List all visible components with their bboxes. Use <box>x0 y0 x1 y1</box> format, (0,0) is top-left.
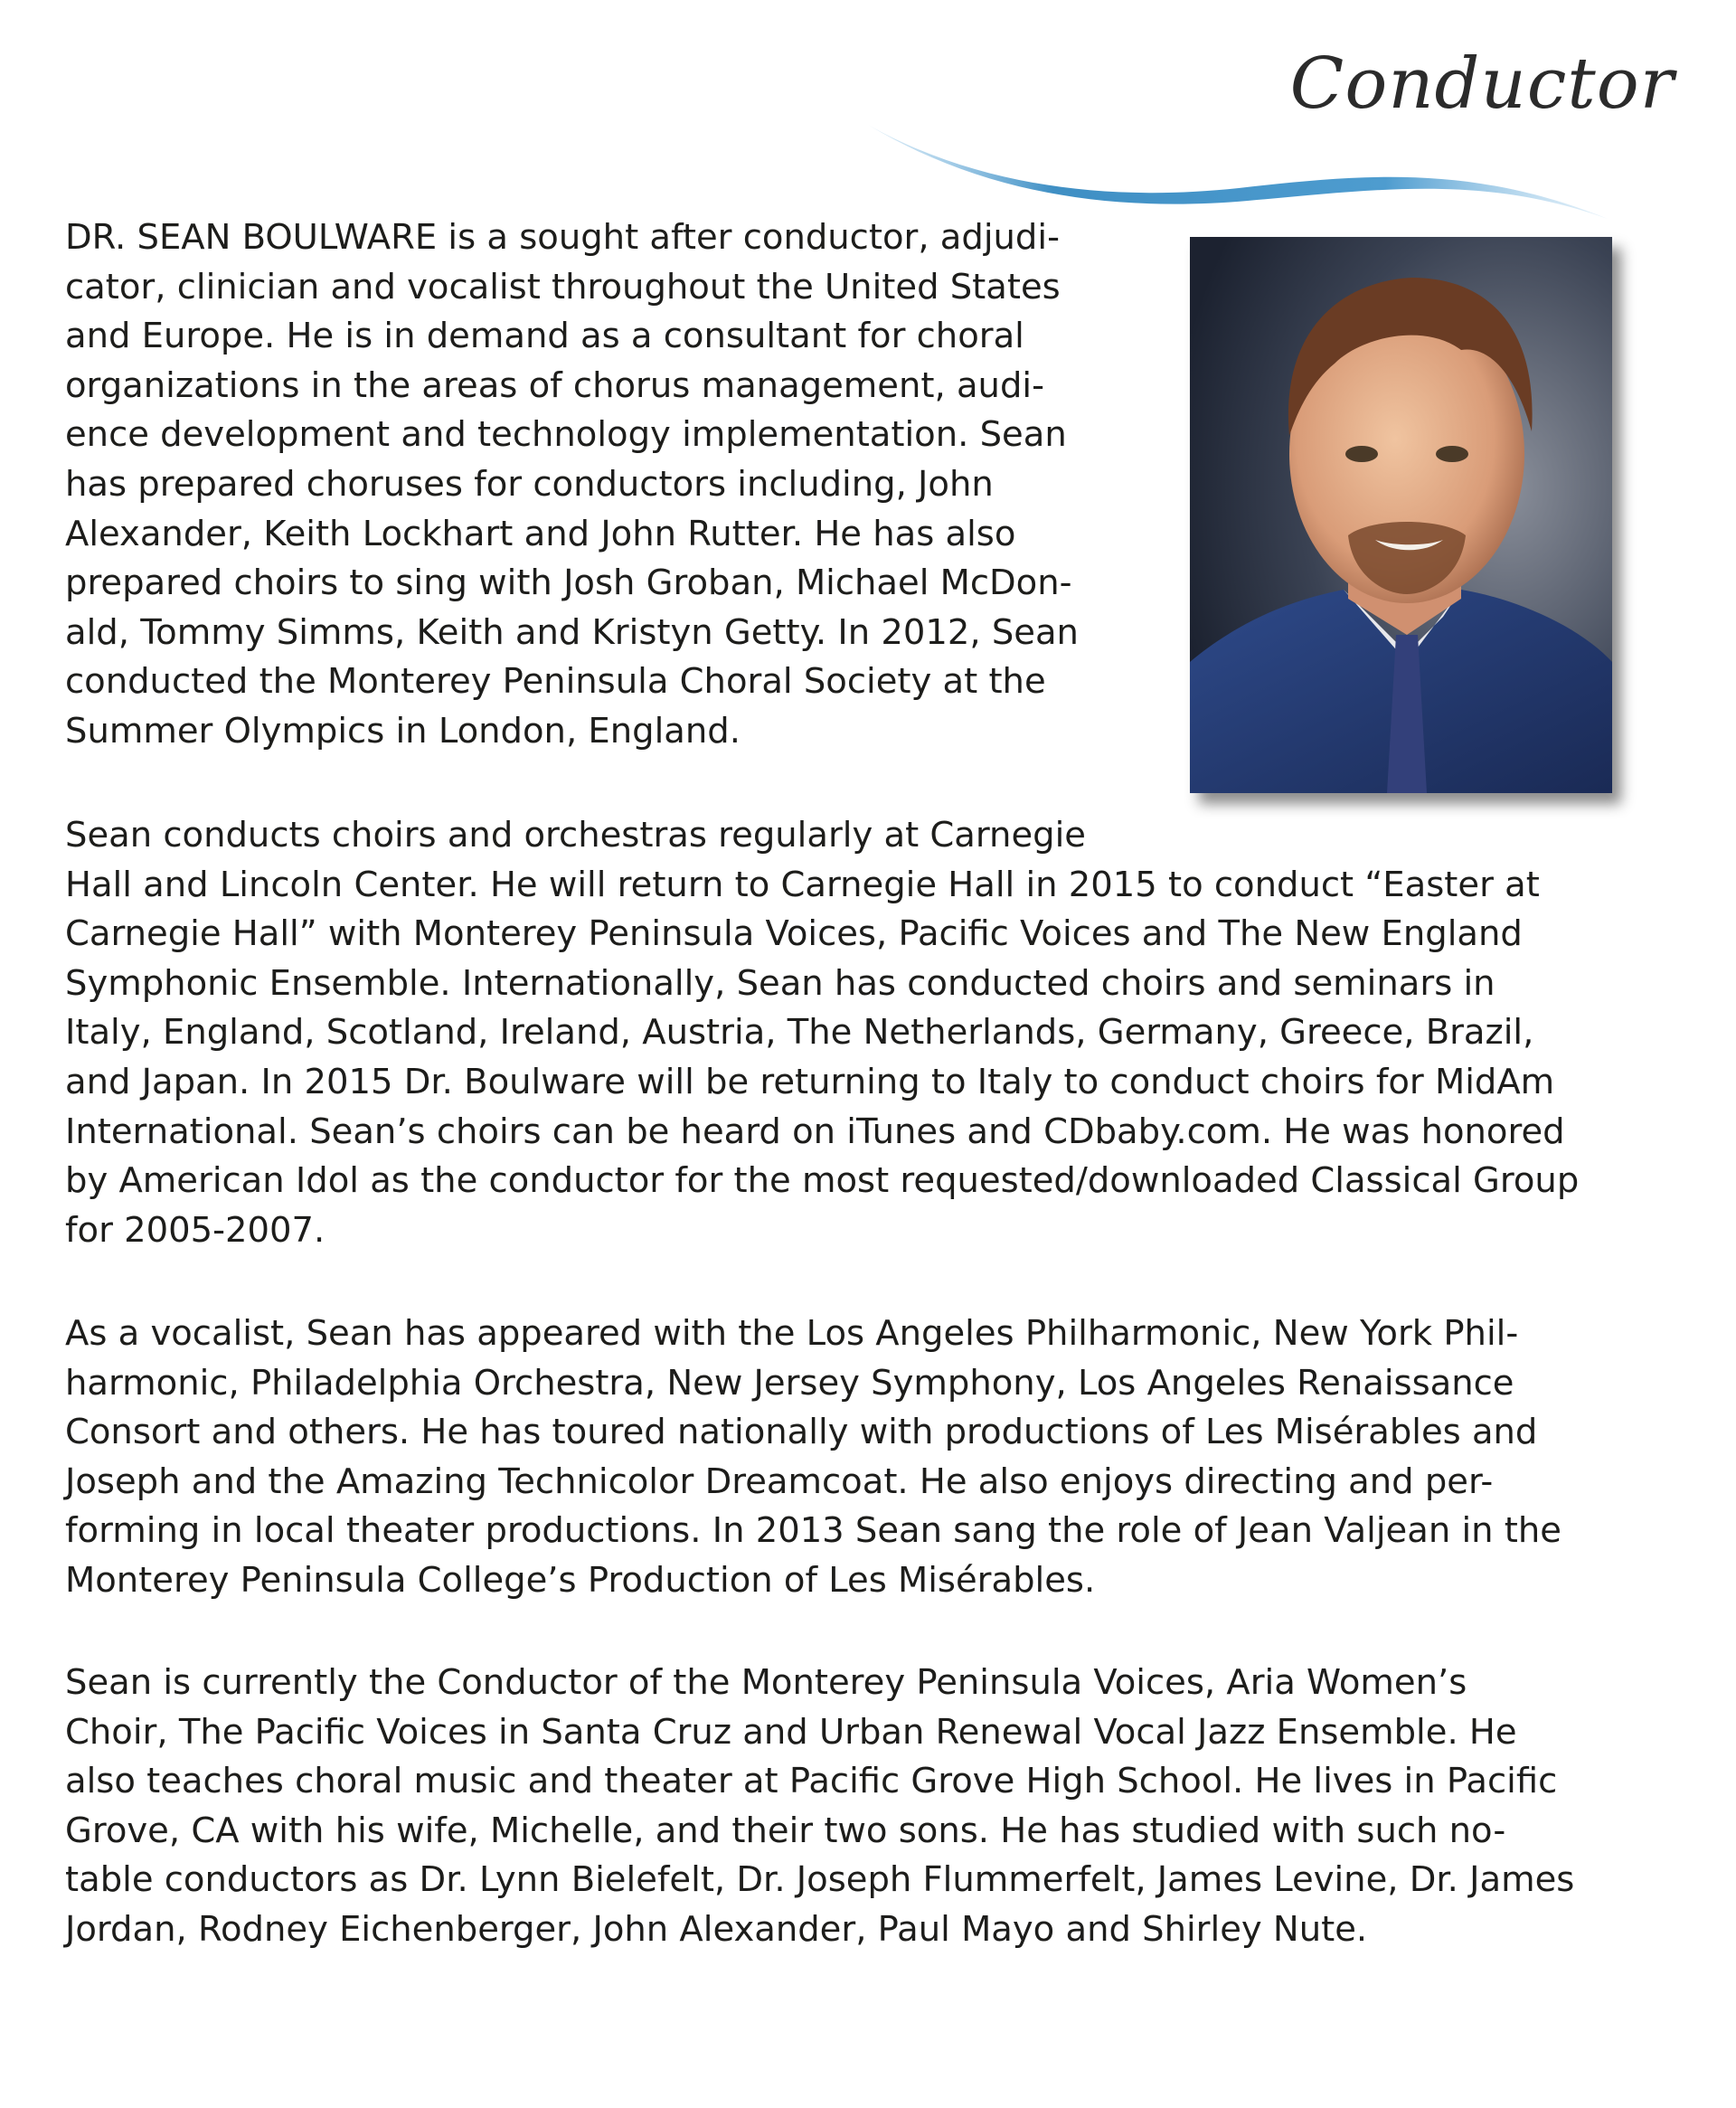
text-line: Choir, The Pacific Voices in Santa Cruz and Urban Renewal Vocal Jazz Ensemble. He <box>65 1711 1517 1753</box>
text-line: prepared choirs to sing with Josh Groban, Michael McDon- <box>65 562 1072 604</box>
text-line: As a vocalist, Sean has appeared with the Los Angeles Philharmonic, New York Phil- <box>65 1313 1519 1354</box>
bio-paragraph-1 <box>65 213 1079 757</box>
text-line: Symphonic Ensemble. Internationally, Sean has conducted choirs and seminars in <box>65 962 1495 1004</box>
bio-paragraph-4 <box>65 1659 1574 1955</box>
text-line: Grove, CA with his wife, Michelle, and their two sons. He has studied with such no- <box>65 1810 1506 1851</box>
text-line: Consort and others. He has toured nationally with productions of Les Misérables and <box>65 1412 1538 1453</box>
text-line: Sean is currently the Conductor of the Monterey Peninsula Voices, Aria Women’s <box>65 1662 1467 1703</box>
page-heading: Conductor <box>1289 43 1675 125</box>
text-line: table conductors as Dr. Lynn Bielefelt, Dr. Joseph Flummerfelt, James Levine, Dr. James <box>65 1859 1575 1901</box>
text-line: also teaches choral music and theater at Pacific Grove High School. He lives in Pacific <box>65 1761 1558 1802</box>
text-line: Monterey Peninsula College’s Production of Les Misérables. <box>65 1559 1096 1601</box>
text-line: harmonic, Philadelphia Orchestra, New Jersey Symphony, Los Angeles Renaissance <box>65 1362 1514 1404</box>
text-line: and Japan. In 2015 Dr. Boulware will be returning to Italy to conduct choirs for MidAm <box>65 1061 1555 1102</box>
text-line: Alexander, Keith Lockhart and John Rutter. He has also <box>65 513 1016 554</box>
text-line: by American Idol as the conductor for the most requested/downloaded Classical Group <box>65 1160 1580 1202</box>
text-line: Jordan, Rodney Eichenberger, John Alexander, Paul Mayo and Shirley Nute. <box>65 1908 1368 1950</box>
text-line: International. Sean’s choirs can be heard on iTunes and CDbaby.com. He was honored <box>65 1111 1565 1152</box>
text-line: for 2005-2007. <box>65 1209 326 1251</box>
text-line: has prepared choruses for conductors including, John <box>65 463 994 505</box>
portrait-photo-icon <box>1190 237 1612 793</box>
text-line: cator, clinician and vocalist throughout the United States <box>65 266 1061 307</box>
bio-paragraph-3 <box>65 1309 1561 1606</box>
text-line: Summer Olympics in London, England. <box>65 710 741 752</box>
text-line: forming in local theater productions. In 2013 Sean sang the role of Jean Valjean in the <box>65 1510 1561 1552</box>
decorative-swoosh <box>859 118 1609 226</box>
text-line: DR. SEAN BOULWARE is a sought after conductor, adjudi- <box>65 217 1060 258</box>
text-line: organizations in the areas of chorus management, audi- <box>65 364 1044 406</box>
text-line: and Europe. He is in demand as a consultant for choral <box>65 316 1024 357</box>
text-line: Sean conducts choirs and orchestras regularly at Carnegie <box>65 815 1086 855</box>
text-line: ald, Tommy Simms, Keith and Kristyn Getty. In 2012, Sean <box>65 611 1079 653</box>
text-line: ence development and technology implementation. Sean <box>65 414 1067 456</box>
text-line: Hall and Lincoln Center. He will return to Carnegie Hall in 2015 to conduct “Easter at <box>65 864 1540 905</box>
text-line: Italy, England, Scotland, Ireland, Austria, The Netherlands, Germany, Greece, Brazil, <box>65 1012 1534 1054</box>
conductor-portrait <box>1190 237 1612 793</box>
bio-paragraph-2 <box>65 811 1579 1255</box>
text-line: conducted the Monterey Peninsula Choral Society at the <box>65 661 1046 703</box>
text-line: Joseph and the Amazing Technicolor Dreamcoat. He also enjoys directing and per- <box>65 1460 1494 1502</box>
text-line: Carnegie Hall” with Monterey Peninsula Voices, Pacific Voices and The New England <box>65 913 1523 955</box>
